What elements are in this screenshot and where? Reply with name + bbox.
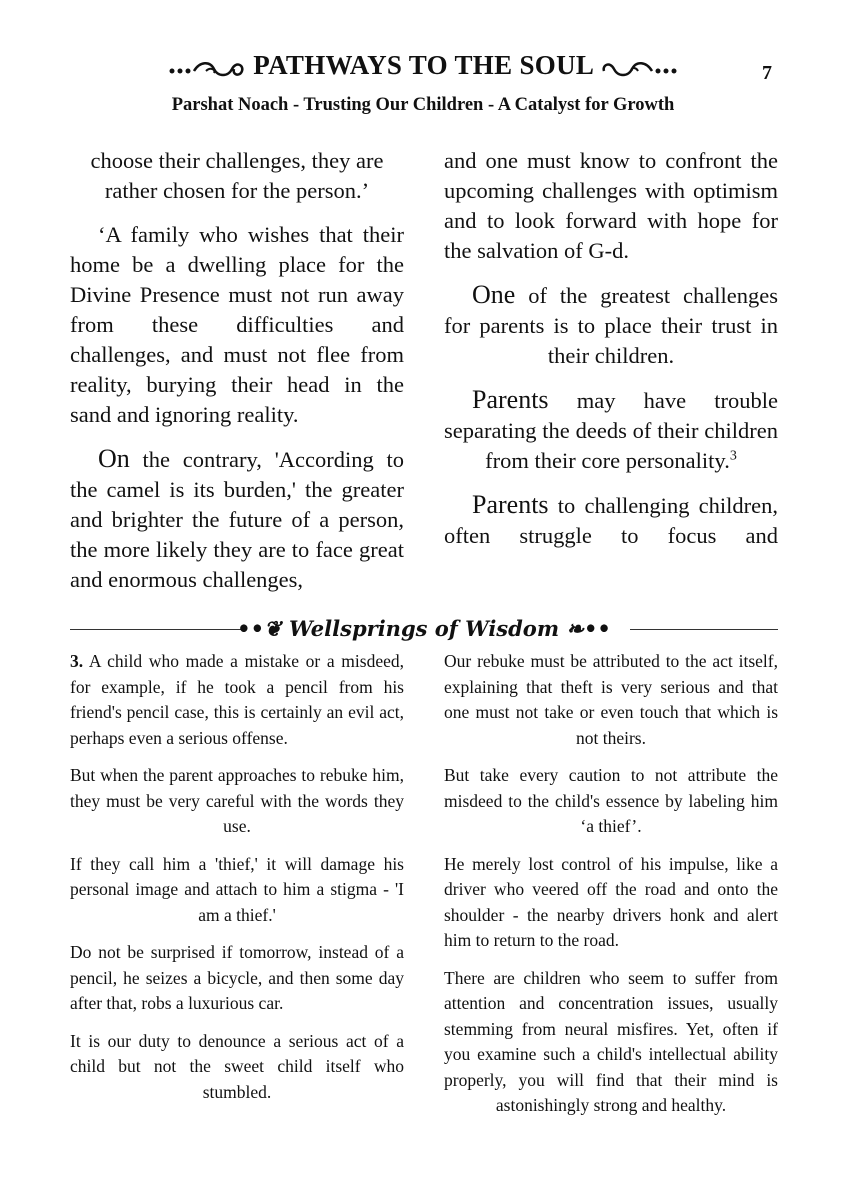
footnote-column-left	[70, 649, 404, 1117]
right-ornament-icon	[600, 54, 680, 81]
main-column-left	[70, 146, 404, 609]
footnote-paragraph: Our rebuke must be attributed to the act itself, explaining that theft is very serious and that one must not take or even touch that which is not theirs.	[444, 651, 778, 748]
divider-ornament-right-icon: ❧••	[566, 616, 611, 641]
paragraph	[444, 280, 778, 371]
chapter-subtitle: Parshat Noach - Trusting Our Children - A Catalyst for Growth	[171, 95, 675, 115]
page-header	[0, 50, 846, 90]
footnote-number: 3.	[70, 651, 84, 671]
footnote-column-right	[444, 649, 778, 1131]
footnote-paragraph: If they call him a 'thief,' it will damage his personal image and attach to him a stigma - 'I am a thief.'	[70, 853, 404, 925]
lead-word: One	[472, 280, 516, 309]
paragraph-text: of the greatest challenges for parents is to place their trust in their children.	[444, 283, 778, 368]
footnote-paragraph: There are children who seem to suffer from attention and concentration issues, usually stemming from neural misfires. Yet, often if you examine such a child's intellectual ability properly, you will find that their mind is astonishingly strong and healthy.	[444, 967, 778, 1115]
footnote-paragraph: He merely lost control of his impulse, like a driver who veered off the road and onto the shoulder - the nearby drivers honk and alert him to return to the road.	[444, 853, 778, 950]
footnote-paragraph: It is our duty to denounce a serious act of a child but not the sweet child itself who stumbled.	[70, 1030, 404, 1102]
running-title-text: PATHWAYS TO THE SOUL	[253, 50, 593, 80]
running-title	[0, 50, 846, 81]
paragraph	[444, 385, 778, 476]
footnote-ref[interactable]: 3	[729, 448, 737, 464]
main-column-right	[444, 146, 778, 565]
divider-heading	[70, 616, 778, 641]
paragraph-text: the contrary, 'According to the camel is its burden,' the greater and brighter the future of a person, the more likely they are to face great and enormous challenges,	[70, 447, 404, 592]
footnote-paragraph: But when the parent approaches to rebuke him, they must be very careful with the words they use.	[70, 765, 404, 836]
divider-label: Wellsprings of Wisdom	[288, 616, 560, 641]
divider-ornament-left-icon: ••❦	[237, 616, 282, 641]
lead-word: Parents	[472, 490, 549, 519]
lead-word: Parents	[472, 385, 549, 414]
footnote-text: A child who made a mistake or a misdeed, for example, if he took a pencil from his friend's pencil case, this is certainly an evil act, perhaps even a serious offense.	[70, 651, 405, 748]
lead-word: On	[98, 444, 130, 473]
paragraph: and one must know to confront the upcoming challenges with optimism and to look forward with hope for the salvation of G-d.	[444, 148, 778, 263]
left-ornament-icon	[166, 54, 246, 81]
paragraph-text: to challenging children, often struggle to focus and	[444, 493, 778, 548]
paragraph: ‘A family who wishes that their home be a dwelling place for the Divine Presence must not run away from these difficulties and challenges, and must not flee from reality, burying their head in the sand and ignoring reality.	[70, 222, 404, 427]
footnote-paragraph: Do not be surprised if tomorrow, instead of a pencil, he seizes a bicycle, and then some day after that, robs a luxurious car.	[70, 942, 404, 1013]
section-divider	[70, 616, 778, 646]
footnote-paragraph: But take every caution to not attribute the misdeed to the child's essence by labeling him ‘a thief’.	[444, 765, 778, 836]
paragraph-text: may have trouble separating the deeds of their children from their core personality.	[444, 388, 778, 473]
paragraph: choose their challenges, they are rather chosen for the person.’	[90, 148, 384, 203]
paragraph	[70, 444, 404, 595]
footnote-paragraph	[70, 649, 404, 751]
paragraph	[444, 490, 778, 551]
page-number: 7	[762, 62, 772, 84]
